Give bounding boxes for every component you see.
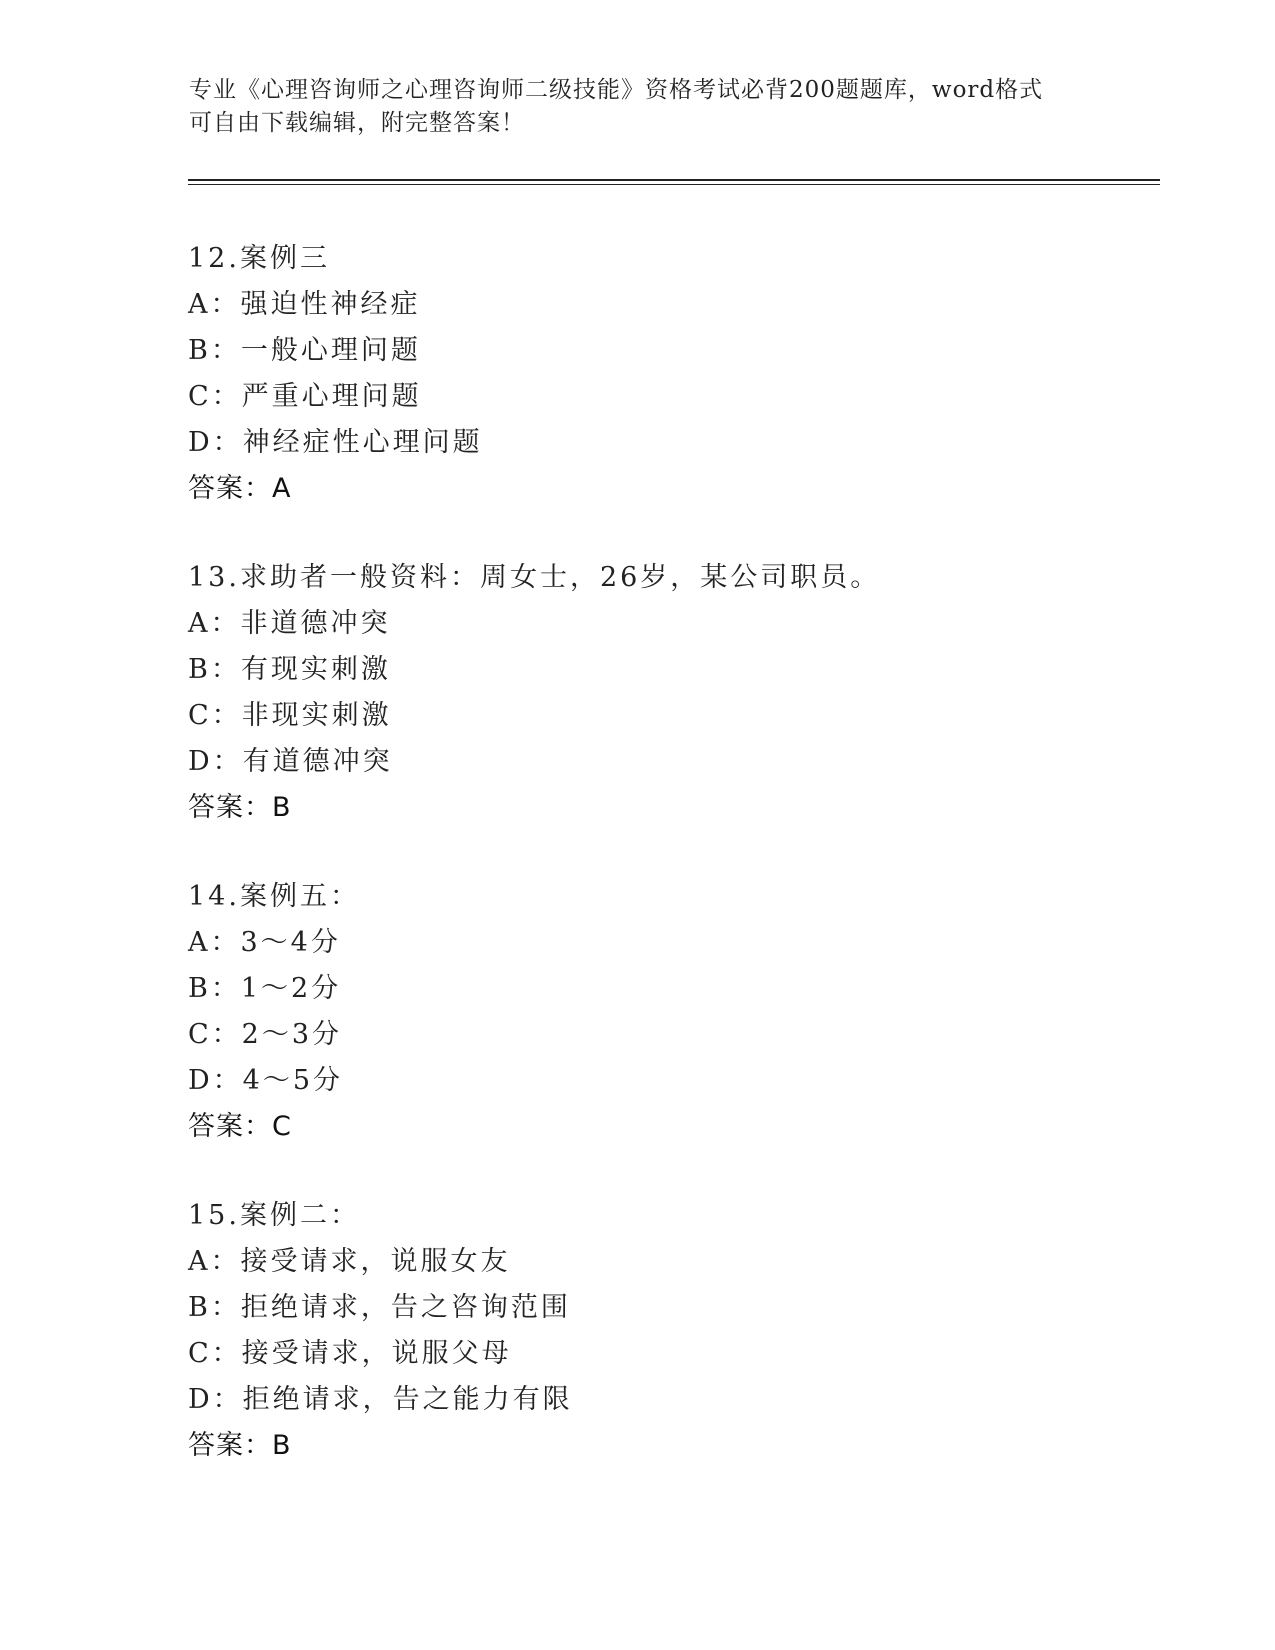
question-15 <box>188 1193 1148 1469</box>
option-c: C：严重心理问题 <box>188 381 422 412</box>
option-c: C：非现实刺激 <box>188 700 392 731</box>
option-c: C：接受请求，说服父母 <box>188 1338 512 1369</box>
header-line-1: 专业《心理咨询师之心理咨询师二级技能》资格考试必背200题题库，word格式 <box>189 77 1044 103</box>
answer-line: 答案：B <box>188 792 292 823</box>
question-title: 15.案例二： <box>188 1200 360 1231</box>
header-line-2: 可自由下载编辑，附完整答案！ <box>189 110 525 136</box>
option-d: D：4～5分 <box>188 1065 344 1096</box>
question-12 <box>188 236 1148 512</box>
header-divider <box>188 179 1160 185</box>
option-a: A：3～4分 <box>188 927 341 958</box>
option-d: D：拒绝请求，告之能力有限 <box>188 1384 573 1415</box>
question-title: 13.求助者一般资料：周女士，26岁，某公司职员。 <box>188 562 881 593</box>
answer-line: 答案：A <box>188 473 292 504</box>
option-a: A：接受请求，说服女友 <box>188 1246 511 1277</box>
option-c: C：2～3分 <box>188 1019 343 1050</box>
option-a: A：强迫性神经症 <box>188 289 421 320</box>
question-title: 12.案例三 <box>188 243 330 274</box>
option-b: B：一般心理问题 <box>188 335 421 366</box>
option-b: B：有现实刺激 <box>188 654 391 685</box>
answer-line: 答案：B <box>188 1430 292 1461</box>
answer-line: 答案：C <box>188 1111 292 1142</box>
option-b: B：1～2分 <box>188 973 342 1004</box>
question-14 <box>188 874 1148 1150</box>
option-b: B：拒绝请求，告之咨询范围 <box>188 1292 571 1323</box>
question-title: 14.案例五： <box>188 881 360 912</box>
option-d: D：有道德冲突 <box>188 746 393 777</box>
option-a: A：非道德冲突 <box>188 608 391 639</box>
document-header <box>189 74 1089 140</box>
question-13 <box>188 555 1148 831</box>
option-d: D：神经症性心理问题 <box>188 427 483 458</box>
question-list <box>188 236 1148 1512</box>
